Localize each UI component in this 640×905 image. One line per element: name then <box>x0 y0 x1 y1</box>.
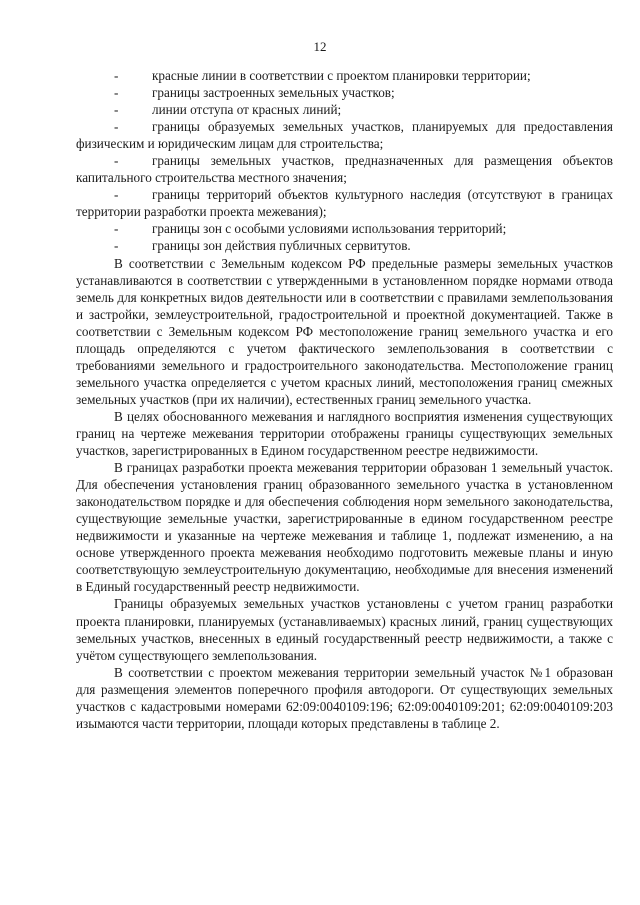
list-item <box>76 186 613 220</box>
body-paragraph: В целях обоснованного межевания и наглядного восприятия изменения существующих границ на чертеже межевания территории отображены границы существующих земельных участков, зарегистрированных в Едином государственном реестре недвижимости. <box>76 408 613 459</box>
list-dash: - <box>114 102 119 118</box>
list-dash: - <box>114 221 119 237</box>
list-item <box>76 84 613 101</box>
body-paragraph: В соответствии с Земельным кодексом РФ предельные размеры земельных участков устанавливаются в соответствии с утвержденными в установленном порядке нормами отвода земель для конкретных видов деятельности или в соответствии с правилами землепользования и застройки, землеустроительной, градостроительной и проектной документацией. Также в соответствии с Земельным кодексом РФ местоположение границ земельного участка и его площадь определяются с учетом фактического землепользования в соответствии с требованиями земельного и градостроительного законодательства. Местоположение границ земельного участка определяется с учетом красных линий, местоположения границ смежных земельных участков (при их наличии), естественных границ земельного участка. <box>76 255 613 407</box>
list-dash: - <box>114 153 119 169</box>
list-dash: - <box>114 68 119 83</box>
list-item <box>76 101 613 118</box>
list-item-text: линии отступа от красных линий; <box>152 102 342 118</box>
list-dash: - <box>114 85 119 101</box>
list-item-text: красные линии в соответствии с проектом планировки территории; <box>152 68 531 83</box>
list-item <box>76 152 613 186</box>
page-number: 12 <box>313 39 327 54</box>
list-item-text: границы зон с особыми условиями использования территорий; <box>152 221 507 237</box>
list-item <box>76 118 613 152</box>
list-item-text: границы застроенных земельных участков; <box>152 85 395 101</box>
page-body <box>76 67 613 732</box>
list-item-text: границы образуемых земельных участков, планируемых для предоставления физическим и юридическим лицам для строительства; <box>76 119 613 152</box>
list-item <box>76 237 613 254</box>
list-dash: - <box>114 238 119 254</box>
body-paragraph: В соответствии с проектом межевания территории земельный участок №1 образован для размещения элементов поперечного профиля автодороги. От существующих земельных участков с кадастровыми номерами 62:09:0040109:196; 62:09:0040109:201; 62:09:0040109:203 изымаются части территории, площади которых представлены в таблице 2. <box>76 664 613 731</box>
list-item-text: границы территорий объектов культурного наследия (отсутствуют в границах территории разработки проекта межевания); <box>76 187 613 220</box>
list-item <box>76 220 613 237</box>
list-dash: - <box>114 187 119 203</box>
list-dash: - <box>114 119 119 135</box>
list-item <box>76 67 613 84</box>
body-paragraph: Границы образуемых земельных участков установлены с учетом границ разработки проекта планировки, планируемых (устанавливаемых) красных линий, границ существующих земельных участков, внесенных в единый государственный реестр недвижимости, а также с учётом существующего землепользования. <box>76 596 613 663</box>
list-item-text: границы зон действия публичных сервитутов. <box>152 238 411 254</box>
body-paragraph: В границах разработки проекта межевания территории образован 1 земельный участок. Для обеспечения установления границ образованного земельного участка в установленном законодательством порядке и для обеспечения соблюдения норм земельного законодательства, существующие земельные участки, зарегистрированные в едином государственном реестре недвижимости и указанные на чертеже межевания и таблице 1, подлежат изменению, а на основе утвержденного проекта межевания необходимо подготовить межевые планы и иную соответствующую землеустроительную документацию, необходимые для внесения изменений в Единый государственный реестр недвижимости. <box>76 460 613 595</box>
list-item-text: границы земельных участков, предназначенных для размещения объектов капитального строительства местного значения; <box>76 153 613 186</box>
